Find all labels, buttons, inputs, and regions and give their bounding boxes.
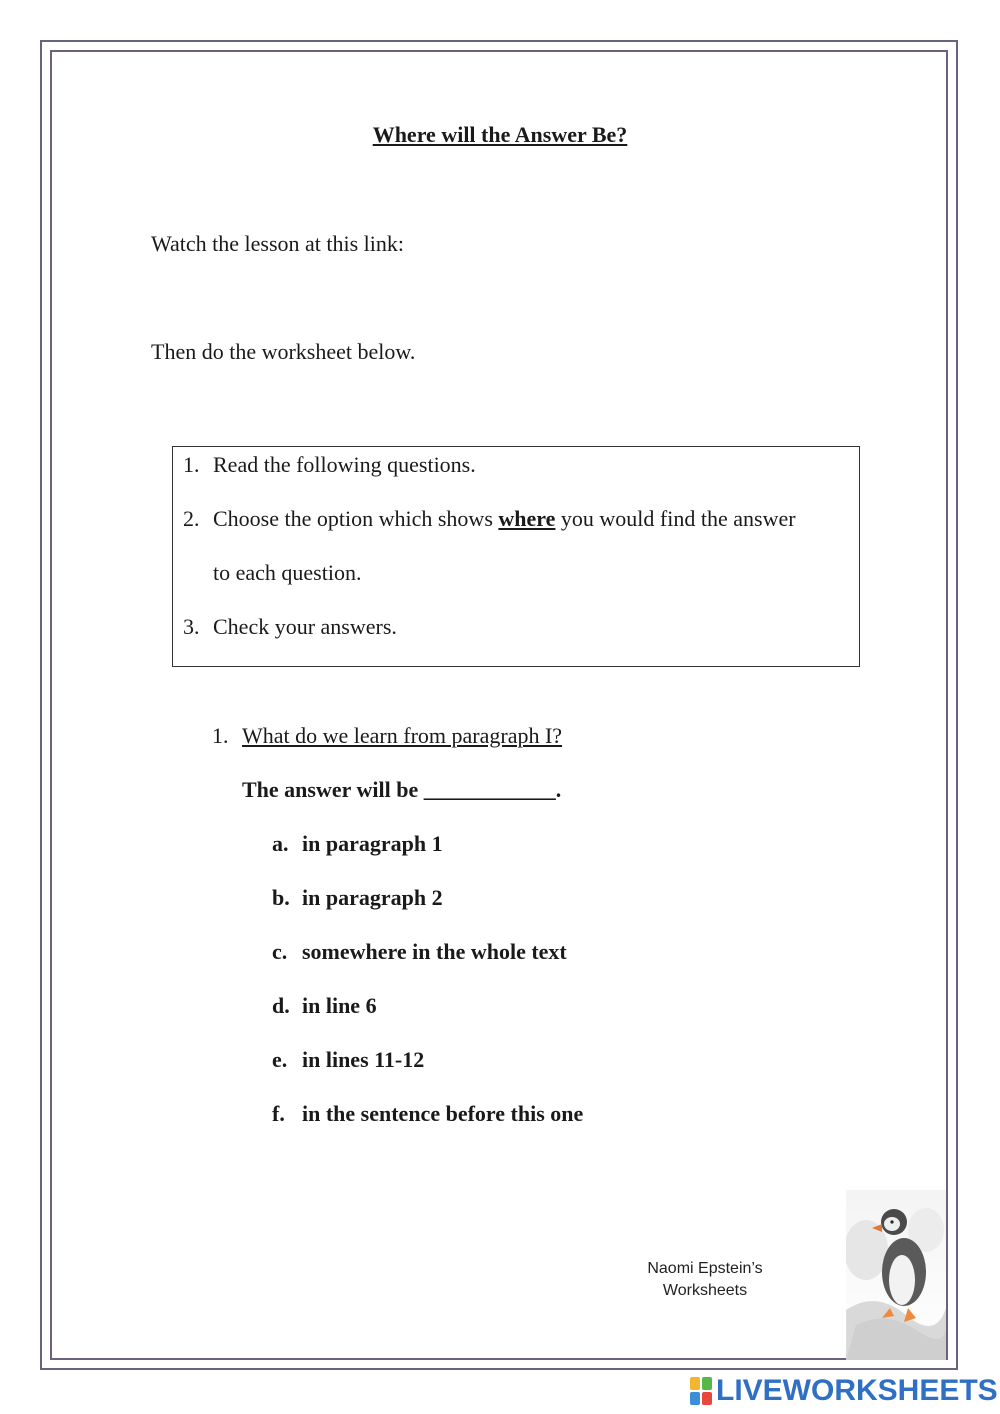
option-letter: b. — [272, 885, 290, 910]
liveworksheets-brand[interactable] — [690, 1374, 998, 1408]
instruction-text: Read the following questions. — [213, 452, 476, 477]
answer-option-e[interactable] — [272, 1047, 424, 1073]
intro-line-worksheet: Then do the worksheet below. — [151, 339, 416, 364]
option-text: in the sentence before this one — [302, 1101, 584, 1126]
instruction-number: 3. — [183, 614, 200, 639]
worksheet-title: Where will the Answer Be? — [372, 122, 628, 147]
question-number: 1. — [212, 723, 229, 748]
answer-option-d[interactable] — [272, 993, 377, 1019]
author-credit — [620, 1258, 790, 1302]
liveworksheets-wordmark: LIVEWORKSHEETS — [716, 1374, 998, 1407]
option-text: in line 6 — [302, 993, 377, 1018]
instruction-number: 1. — [183, 452, 200, 477]
instructions-box — [172, 446, 860, 667]
option-letter: d. — [272, 993, 290, 1018]
author-credit-line1: Naomi Epstein’s — [647, 1260, 763, 1277]
answer-option-c[interactable] — [272, 939, 567, 965]
instruction-text-after: you would find the answer — [555, 506, 796, 531]
instruction-text-before: Choose the option which shows — [213, 506, 499, 531]
option-text: in paragraph 2 — [302, 885, 443, 910]
answer-option-b[interactable] — [272, 885, 443, 911]
author-credit-line2: Worksheets — [662, 1282, 748, 1299]
option-letter: e. — [272, 1047, 288, 1072]
liveworksheets-logo-icon — [690, 1377, 712, 1405]
option-letter: f. — [272, 1101, 285, 1126]
instruction-number: 2. — [183, 506, 200, 531]
instruction-text: Check your answers. — [213, 614, 397, 639]
intro-line-link: Watch the lesson at this link: — [151, 231, 405, 256]
answer-prompt: The answer will be ____________. — [242, 777, 562, 802]
instruction-text — [213, 506, 796, 532]
answer-option-a[interactable] — [272, 831, 443, 857]
instruction-text: to each question. — [213, 560, 362, 585]
puffin-image — [846, 1190, 946, 1360]
option-text: in lines 11-12 — [302, 1047, 425, 1072]
option-text: in paragraph 1 — [302, 831, 443, 856]
option-text: somewhere in the whole text — [302, 939, 567, 964]
answer-option-f[interactable] — [272, 1101, 583, 1127]
question-text: What do we learn from paragraph I? — [242, 723, 563, 748]
option-letter: c. — [272, 939, 288, 964]
option-letter: a. — [272, 831, 289, 856]
instruction-emphasis: where — [498, 506, 556, 531]
